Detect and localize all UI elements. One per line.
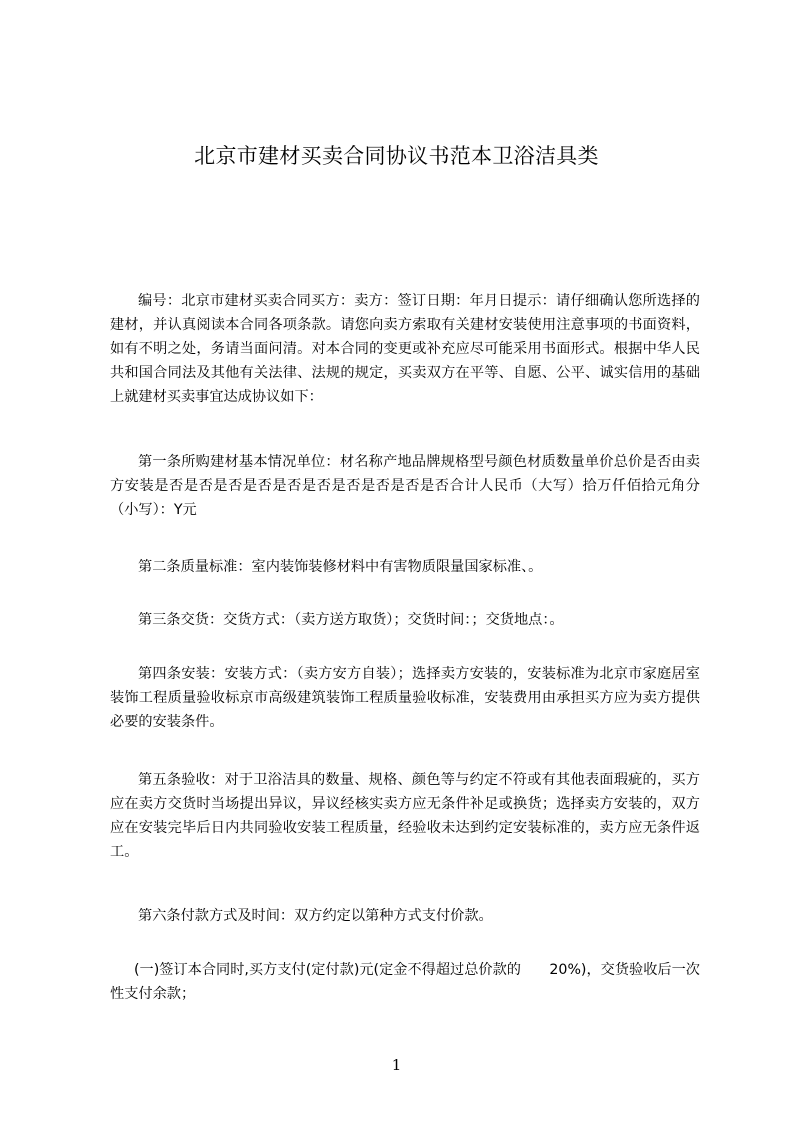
page-number: 1 — [391, 1056, 402, 1074]
paragraph-article-6: 第六条付款方式及时间：双方约定以第种方式支付价款。 — [138, 908, 493, 924]
paragraph-article-5: 第五条验收：对于卫浴洁具的数量、规格、颜色等与约定不符或有其他表面瑕疵的，买方应在卖方交货时当场提出异议，异议经核实卖方应无条件补足或换货；选择卖方安装的，双方应在安装完毕后日内共同验收安装工程质量，经验收未达到约定安装标准的，卖方应无条件返工。 — [110, 772, 700, 860]
paragraph-article-3: 第三条交货：交货方式：（卖方送方取货）；交货时间：；交货地点：。 — [138, 612, 564, 628]
paragraph-article-1: 第一条所购建材基本情况单位：材名称产地品牌规格型号颜色材质数量单价总价是否由卖方安装是否是否是否是否是否是否是否是否是否是否合计人民币（大写）拾万仟佰拾元角分（小写）：Y元 — [110, 454, 700, 518]
paragraph-article-4: 第四条安装：安装方式：（卖方安方自装）；选择卖方安装的，安装标准为北京市家庭居室装饰工程质量验收标京市高级建筑装饰工程质量验收标准，安装费用由承担买方应为卖方提供必要的安装条件。 — [110, 666, 700, 730]
paragraph-article-2: 第二条质量标准：室内装饰装修材料中有害物质限量国家标准、。 — [138, 559, 543, 575]
paragraph-preamble: 编号：北京市建材买卖合同买方：卖方：签订日期：年月日提示：请仔细确认您所选择的建材，并认真阅读本合同各项条款。请您向卖方索取有关建材安装使用注意事项的书面资料，如有不明之处，务请当面问清。对本合同的变更或补充应尽可能采用书面形式。根据中华人民共和国合同法及其他有关法律、法规的规定，买卖双方在平等、自愿、公平、诚实信用的基础上就建材买卖事宜达成协议如下： — [110, 293, 700, 405]
paragraph-payment-option-1: (一)签订本合同时,买方支付(定付款)元(定金不得超过总价款的 20%)，交货验收后一次性支付余款； — [110, 962, 700, 1002]
document-title: 北京市建材买卖合同协议书范本卫浴洁具类 — [194, 144, 599, 168]
